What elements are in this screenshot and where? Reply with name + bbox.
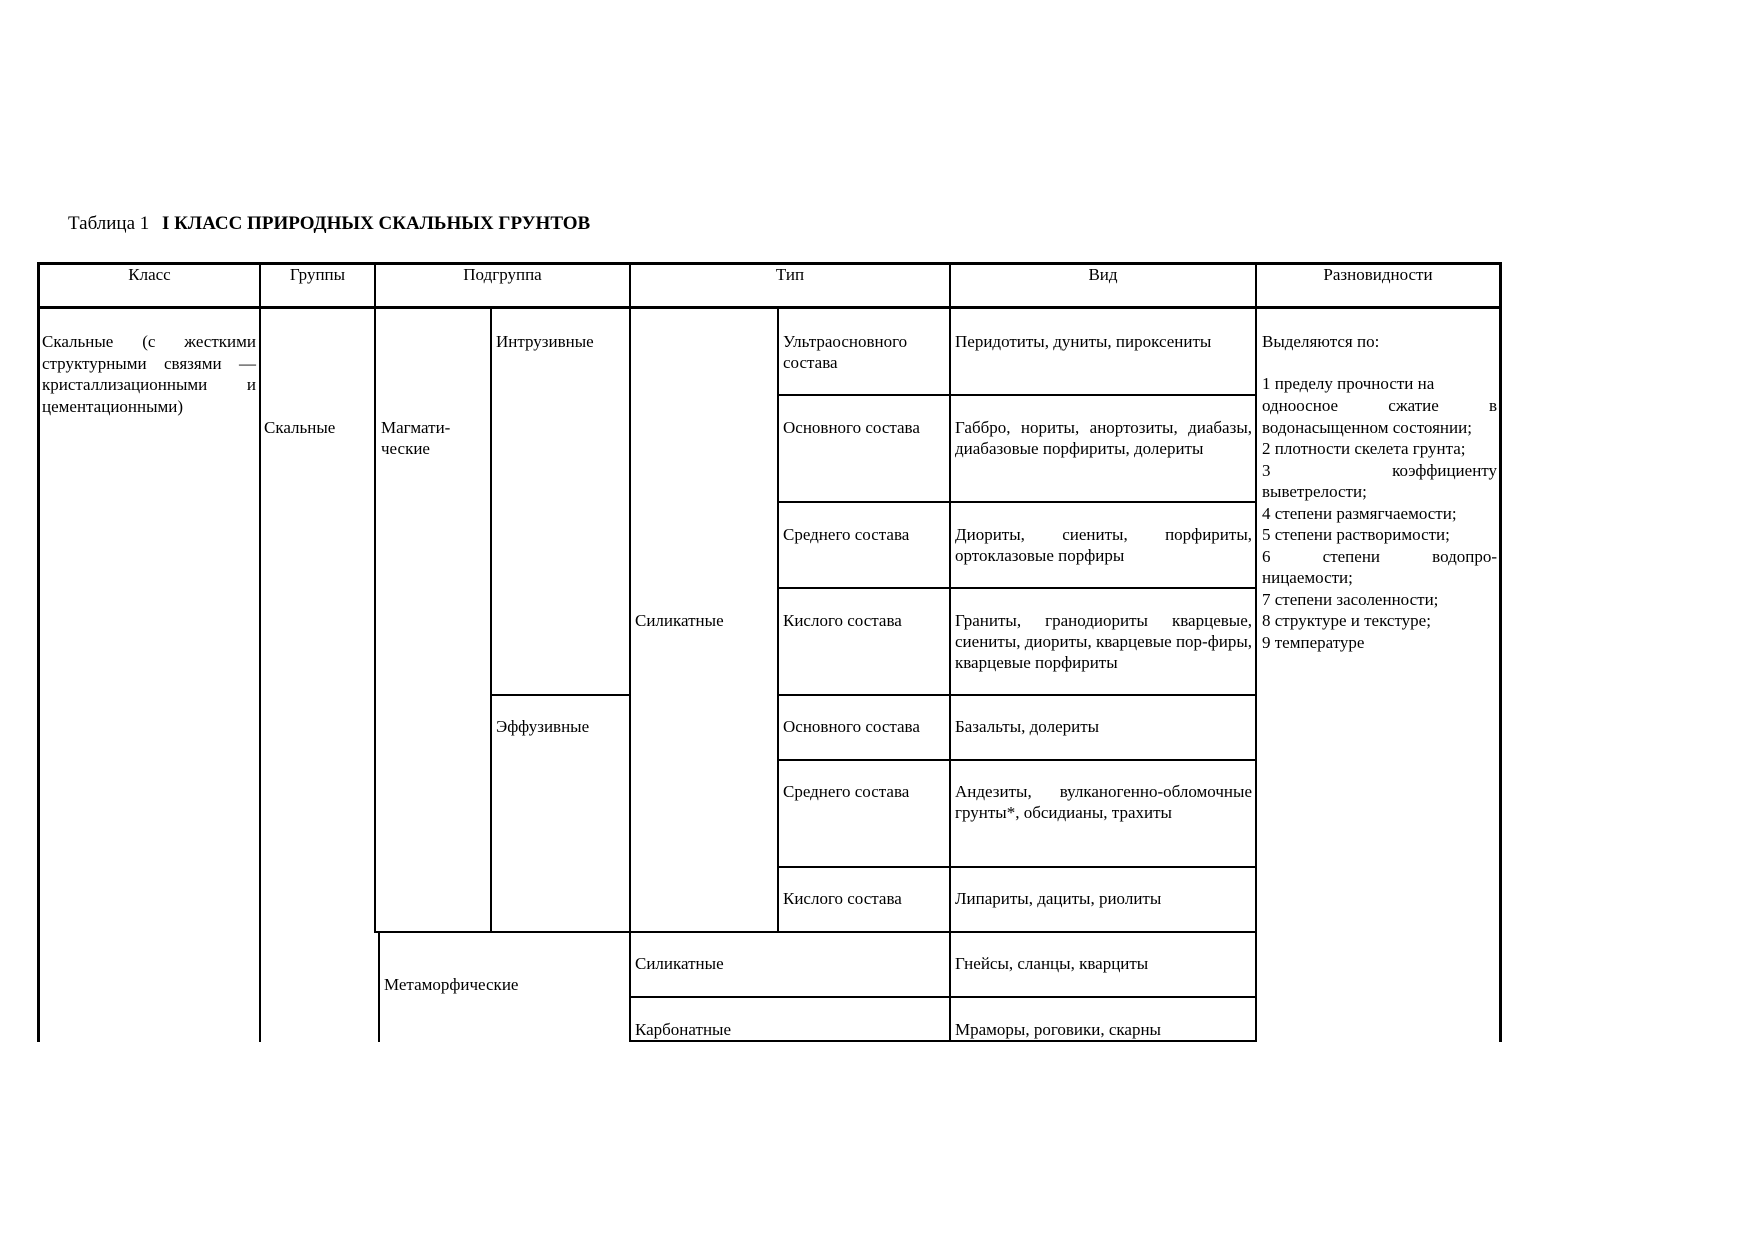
varieties-item: 8 структуре и текстуре; bbox=[1262, 611, 1431, 630]
kind-cell: Диориты, сиениты, порфириты, ортоклазовые порфиры bbox=[955, 525, 1252, 565]
subtype-cell: Ультраосновного состава bbox=[783, 332, 908, 372]
subtype-cell: Основного состава bbox=[783, 717, 920, 736]
header-type: Тип bbox=[775, 265, 805, 284]
kind-cell: Габбро, нориты, анортозиты, диабазы, диабазовые порфириты, долериты bbox=[955, 418, 1252, 458]
type-meta-carbonate: Карбонатные bbox=[635, 1020, 732, 1039]
caption-label: Таблица 1 bbox=[68, 213, 150, 234]
subtype-cell: Кислого состава bbox=[783, 889, 902, 908]
kind-cell: Базальты, долериты bbox=[955, 717, 1100, 736]
subtype-cell: Основного состава bbox=[783, 418, 920, 437]
varieties-item: водонасыщенном состоянии; bbox=[1262, 417, 1472, 437]
header-varieties: Разновидности bbox=[1323, 265, 1433, 284]
varieties-item: 7 степени засоленности; bbox=[1262, 589, 1439, 609]
header-class: Класс bbox=[128, 265, 171, 284]
type-meta-silicate: Силикатные bbox=[635, 954, 724, 973]
group-cell: Скальные bbox=[264, 418, 336, 437]
subtype-cell: Кислого состава bbox=[783, 611, 902, 630]
kind-cell: Мраморы, роговики, скарны bbox=[955, 1020, 1161, 1039]
varieties-item: 4 степени размягчаемости; bbox=[1262, 503, 1457, 523]
varieties-intro: Выделяются по: bbox=[1262, 332, 1380, 351]
varieties-list bbox=[1262, 373, 1497, 653]
table-caption bbox=[68, 213, 590, 235]
varieties-item: выветрелости; bbox=[1262, 482, 1367, 501]
kind-cell: Граниты, гранодиориты кварцевые, сиениты, диориты, кварцевые пор-фиры, кварцевые порфириты bbox=[955, 611, 1252, 672]
subtype-cell: Среднего состава bbox=[783, 525, 910, 544]
varieties-item: 3 коэффициенту bbox=[1262, 460, 1497, 480]
type-silicate: Силикатные bbox=[635, 611, 724, 630]
subgroup-magmatic: Магмати-ческие bbox=[381, 418, 451, 458]
kind-cell: Перидотиты, дуниты, пироксениты bbox=[955, 332, 1212, 351]
header-groups: Группы bbox=[289, 265, 346, 284]
kind-cell: Андезиты, вулканогенно-обломочные грунты*, обсидианы, трахиты bbox=[955, 782, 1252, 822]
varieties-item: 9 температуре bbox=[1262, 632, 1365, 652]
varieties-item: 1 пределу прочности на bbox=[1262, 374, 1435, 393]
subgroup-intrusive: Интрузивные bbox=[496, 332, 594, 351]
subgroup-effusive: Эффузивные bbox=[496, 717, 590, 736]
class-cell: Скальные (с жесткими структурными связями — кристаллизационными и цементационными) bbox=[42, 332, 256, 416]
varieties-item: ницаемости; bbox=[1262, 568, 1353, 587]
subgroup-metamorphic: Метаморфические bbox=[384, 975, 519, 994]
kind-cell: Гнейсы, сланцы, кварциты bbox=[955, 954, 1149, 973]
header-kind: Вид bbox=[1088, 265, 1118, 284]
varieties-item: 6 степени водопро- bbox=[1262, 546, 1497, 566]
varieties-item: одноосное сжатие в bbox=[1262, 396, 1497, 415]
kind-cell: Липариты, дациты, риолиты bbox=[955, 889, 1162, 908]
caption-title: I КЛАСС ПРИРОДНЫХ СКАЛЬНЫХ ГРУНТОВ bbox=[162, 213, 591, 234]
varieties-item: 5 степени растворимости; bbox=[1262, 525, 1450, 544]
header-subgroup: Подгруппа bbox=[463, 265, 542, 284]
subtype-cell: Среднего состава bbox=[783, 782, 910, 801]
varieties-item: 2 плотности скелета грунта; bbox=[1262, 439, 1466, 458]
